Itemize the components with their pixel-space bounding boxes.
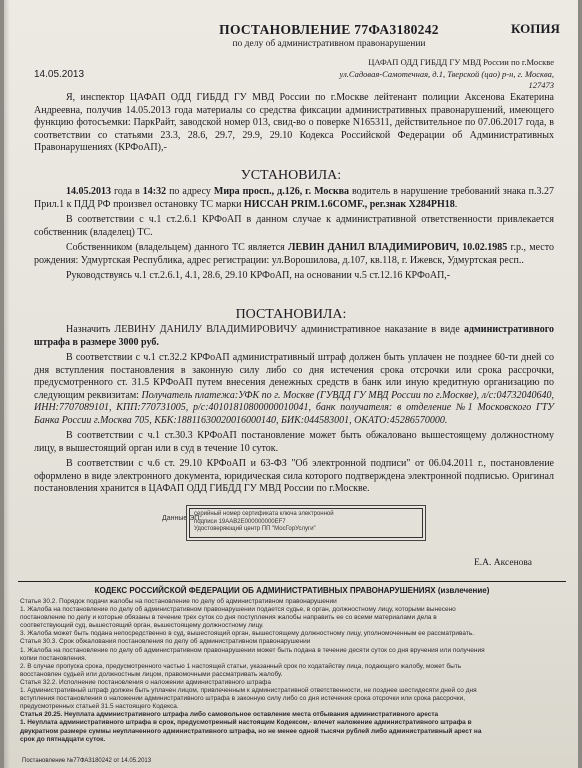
violation-time: 14:32 bbox=[142, 186, 167, 197]
violation-date: 14.05.2013 bbox=[66, 186, 111, 197]
payment-details: Получатель платежа:УФК по г. Москве (ГУВДД ГУ МВД России по г.Москве), л/с:04732040640, ИНН:7707089101, КПП:770731005, р/с:40101810800000010041, банк получателя: в отделение №1 Московского ГТУ Банка России г.Москва 705, КБК:18811630020016000140, БИК:044583001, ОКАТО:45286570000. bbox=[34, 389, 554, 426]
payment-text: В соответствии с ч.1 ст.32.2 КРФоАП административный штраф должен быть уплачен не позднее 60-ти дней со дня вступления постановления в законную силу либо со дня истечения срока отсрочки или срока рассрочки, предусмотренного ст. 31.5 КРФоАП путем внесения денежных средств в банк или иную кредитную организацию по следующим реквизитам: bbox=[34, 352, 554, 401]
owner-name: ЛЕВИН ДАНИЛ ВЛАДИМИРОВИЧ, 10.02.1985 bbox=[288, 242, 508, 253]
code-extract-line: Статья 20.25. Неуплата административного штрафа либо самовольное оставление места отбывания административного ареста bbox=[20, 711, 439, 719]
violation-text: по адресу bbox=[166, 186, 214, 197]
code-extract-line: восстановлен судьей или должностным лицом, правомочными рассматривать жалобу. bbox=[20, 670, 283, 678]
org-address: ул.Садовая-Самотечная, д.1, Тверской (цао) р-н, г. Москва, bbox=[339, 68, 554, 79]
code-extract-line: 1. Административный штраф должен быть уплачен лицом, привлеченным к административной ответственности, не позднее шестидесяти дней со дня bbox=[20, 687, 477, 695]
violation-text: . bbox=[454, 198, 458, 210]
decided-heading: ПОСТАНОВИЛА: bbox=[235, 307, 347, 322]
code-extract-line: вступления постановления о наложении административного штрафа в законную силу либо со дня истечения срока отсрочки или срока рассрочки, bbox=[20, 695, 466, 703]
document-page bbox=[4, 0, 578, 768]
liability-paragraph: В соответствии с ч.1 ст.2.6.1 КРФоАП в данном случае к административной ответственности привлекается собственник (владелец) ТС. bbox=[34, 214, 554, 238]
code-extract-line: Статья 30.3. Срок обжалования постановления по делу об административном правонарушении bbox=[20, 638, 311, 646]
document-date: 14.05.2013 bbox=[34, 69, 85, 80]
decided-section bbox=[34, 324, 554, 496]
appeal-paragraph: В соответствии с ч.1 ст.30.3 КРФоАП постановление может быть обжаловано вышестоящему должностному лицу, в вышестоящий орган или в суд в течение 10 суток. bbox=[34, 430, 554, 454]
owner-text: г.р., место рождения: Удмуртская Республика, адрес регистрации: ул.Ворошилова, д.107, кв.118, г. Ижевск, Удмуртская респ.. bbox=[34, 242, 554, 266]
org-name: ЦАФАП ОДД ГИБДД ГУ МВД России по г.Москве bbox=[368, 57, 554, 67]
code-extract-line: соответствующий суд, вышестоящий орган, вышестоящему должностному лицу. bbox=[20, 622, 264, 630]
electronic-signature-stamp bbox=[162, 508, 423, 538]
org-postcode: 127473 bbox=[528, 80, 554, 90]
violation-text: года в bbox=[111, 186, 143, 197]
code-extract-title: КОДЕКС РОССИЙСКОЙ ФЕДЕРАЦИИ ОБ АДМИНИСТРАТИВНЫХ ПРАВОНАРУШЕНИЯХ (извлечение) bbox=[94, 586, 490, 595]
issuing-organization bbox=[314, 57, 554, 92]
stamp-label: Данные ЭП: bbox=[162, 515, 202, 522]
legal-basis-paragraph: Руководствуясь ч.1 ст.2.6.1, 4.1, 28.6, 29.10 КРФоАП, на основании ч.5 ст.12.16 КРФоАП,- bbox=[66, 270, 451, 281]
document-title: ПОСТАНОВЛЕНИЕ 77ФА3180242 bbox=[219, 22, 439, 37]
code-extract-line: предусмотренных статьей 31.5 настоящего Кодекса. bbox=[20, 703, 179, 711]
established-section bbox=[34, 186, 554, 283]
code-extract-line: двукратном размере суммы неуплаченного административного штрафа, но не менее одной тысячи рублей либо административный арест на bbox=[20, 727, 482, 735]
owner-paragraph bbox=[34, 242, 554, 267]
divider-line bbox=[18, 581, 566, 582]
intro-paragraph bbox=[34, 92, 554, 155]
penalty-text: Назначить ЛЕВИНУ ДАНИЛУ ВЛАДИМИРОВИЧУ административное наказание в виде bbox=[66, 324, 464, 335]
code-extract-line: Статья 30.2. Порядок подачи жалобы на постановление по делу об административном правонарушении bbox=[20, 598, 337, 605]
stamp-line: серийный номер сертификата ключа электронной bbox=[194, 511, 334, 517]
code-extract-text bbox=[20, 598, 562, 744]
code-extract-line: срок до пятнадцати суток. bbox=[20, 735, 106, 743]
stamp-line: подписи 19AAB2E000000000EF7 bbox=[194, 518, 286, 525]
vehicle-info: НИССАН PRIM.1.6COMF., рег.знак Х284РН18 bbox=[243, 198, 455, 210]
penalty-amount: административного штрафа в размере 3000 руб. bbox=[34, 324, 554, 348]
violation-paragraph bbox=[34, 186, 554, 211]
owner-text: Собственником (владельцем) данного ТС является bbox=[66, 242, 289, 253]
violation-text: водитель в нарушение требований знака п.3.27 Прил.1 к ПДД РФ произвел остановку ТС марки bbox=[34, 186, 555, 210]
code-extract-line: постановление по делу и которые обязаны в течение трех суток со дня поступления жалобы направить ее со всеми материалами дела в bbox=[20, 614, 437, 622]
copy-label: КОПИЯ bbox=[511, 21, 560, 36]
code-extract-line: 1. Неуплата административного штрафа в срок, предусмотренный настоящим Кодексом,- влечет наложение административного штрафа в bbox=[20, 719, 472, 727]
established-heading: УСТАНОВИЛА: bbox=[240, 168, 342, 183]
intro-text: Я, инспектор ЦАФАП ОДД ГИБДД ГУ МВД России по г.Москве лейтенант полиции Аксенова Екатерина Андреевна, получив 14.05.2013 года материалы со средства фиксации административных правонарушений, имеющего функцию фотосъемки: ПаркРайт, заводской номер 013, свид-во о поверке N165311, действительное по 07.06.2017 года, в соответствии со статьями 23.3, 28.6, 29.7, 29.9, 29.10 Кодекса Российской Федерации об Административных Правонарушениях (КРФоАП),- bbox=[34, 92, 554, 153]
penalty-paragraph bbox=[34, 324, 554, 349]
code-extract-line: 1. Жалоба на постановление по делу об административном правонарушении подается судье, в орган, должностному лицу, которыми вынесено bbox=[20, 606, 456, 614]
code-extract-line: 3. Жалоба может быть подана непосредственно в суд, вышестоящий орган, вышестоящему должностному лицу, уполномоченным ее рассматривать. bbox=[20, 630, 475, 638]
stamp-line: Удостоверяющий центр ПП "МосГорУслуги" bbox=[194, 526, 316, 532]
payment-paragraph bbox=[34, 352, 554, 427]
page-edge-shadow bbox=[4, 0, 10, 768]
violation-address: Мира просп., д.126, г. Москва bbox=[213, 186, 349, 197]
code-extract-line: 2. В случае пропуска срока, предусмотренного частью 1 настоящей статьи, указанный срок по ходатайству лица, подающего жалобу, может быть bbox=[20, 662, 462, 670]
code-extract-line: Статья 32.2. Исполнение постановления о наложении административного штрафа bbox=[20, 678, 271, 686]
code-extract-line: копии постановления. bbox=[20, 654, 87, 662]
code-extract-line: 1. Жалоба на постановление по делу об административном правонарушении может быть подана в течение десяти суток со дня вручения или получения bbox=[20, 646, 485, 654]
inspector-signature: Е.А. Аксенова bbox=[474, 558, 532, 568]
document-subtitle: по делу об административном правонарушении bbox=[232, 39, 426, 49]
electronic-signature-paragraph: В соответствии с ч.6 ст. 29.10 КРФоАП и 63-ФЗ "Об электронной подписи" от 06.04.2011 г., постановление оформлено в виде электронного документа, юридическая сила которого подтверждена электронной подписью. Оригинал постановления хранится в ЦАФАП ОДД ГИБДД ГУ МВД России по г.Москве. bbox=[34, 458, 554, 494]
footer-text: Постановление №77ФА3180242 от 14.05.2013 bbox=[22, 758, 152, 764]
